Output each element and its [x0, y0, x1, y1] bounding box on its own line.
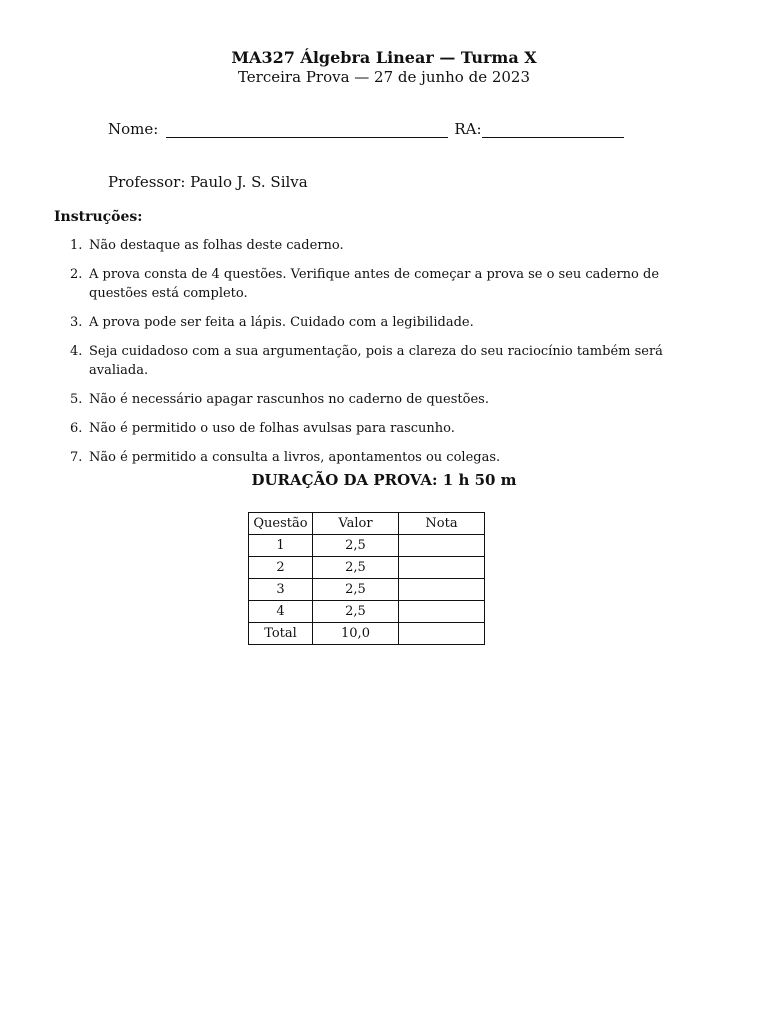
grade-table-header-row — [249, 513, 485, 535]
instruction-item — [0, 313, 768, 332]
instruction-text: Não é necessário apagar rascunhos no caderno de questões. — [89, 392, 489, 407]
instruction-text: A prova pode ser feita a lápis. Cuidado com a legibilidade. — [89, 315, 474, 330]
instruction-item — [0, 236, 768, 255]
instruction-text: Não é permitido a consulta a livros, apontamentos ou colegas. — [89, 450, 501, 465]
instructions-list — [0, 236, 768, 477]
grade-cell[interactable] — [399, 579, 485, 601]
table-row — [249, 535, 485, 557]
exam-duration: DURAÇÃO DA PROVA: 1 h 50 m — [251, 471, 517, 489]
grade-cell[interactable] — [399, 535, 485, 557]
question-cell: 2 — [249, 557, 313, 579]
instruction-number: 6. — [70, 421, 83, 436]
value-cell: 10,0 — [313, 623, 399, 645]
instruction-text: Não destaque as folhas deste caderno. — [89, 238, 344, 253]
instruction-number: 5. — [70, 392, 83, 407]
instruction-text: A prova consta de 4 questões. Verifique antes de começar a prova se o seu caderno de questões está completo. — [89, 267, 660, 301]
question-cell: Total — [249, 623, 313, 645]
instructions-heading: Instruções: — [54, 209, 143, 225]
instruction-item — [0, 265, 768, 303]
identification-line — [108, 118, 624, 138]
question-cell: 1 — [249, 535, 313, 557]
name-label: Nome: — [108, 120, 159, 138]
question-cell: 3 — [249, 579, 313, 601]
grade-cell[interactable] — [399, 623, 485, 645]
instruction-item — [0, 448, 768, 467]
exam-subtitle: Terceira Prova — 27 de junho de 2023 — [237, 68, 531, 86]
instruction-item — [0, 342, 768, 380]
grade-table — [248, 512, 485, 645]
instruction-number: 7. — [70, 450, 83, 465]
table-row-total — [249, 623, 485, 645]
value-cell: 2,5 — [313, 557, 399, 579]
professor-line: Professor: Paulo J. S. Silva — [108, 173, 308, 191]
grade-cell[interactable] — [399, 601, 485, 623]
ra-blank-field[interactable] — [482, 121, 624, 138]
header-valor: Valor — [313, 513, 399, 535]
course-title: MA327 Álgebra Linear — Turma X — [231, 48, 537, 67]
instruction-number: 4. — [70, 344, 83, 359]
instruction-number: 2. — [70, 267, 83, 282]
name-blank-field[interactable] — [166, 121, 448, 138]
value-cell: 2,5 — [313, 601, 399, 623]
instruction-text: Não é permitido o uso de folhas avulsas para rascunho. — [89, 421, 455, 436]
table-row — [249, 601, 485, 623]
instruction-number: 1. — [70, 238, 83, 253]
value-cell: 2,5 — [313, 535, 399, 557]
instruction-item — [0, 419, 768, 438]
title-block — [0, 48, 768, 87]
ra-label: RA: — [454, 120, 482, 138]
value-cell: 2,5 — [313, 579, 399, 601]
question-cell: 4 — [249, 601, 313, 623]
header-nota: Nota — [399, 513, 485, 535]
table-row — [249, 579, 485, 601]
table-row — [249, 557, 485, 579]
instruction-number: 3. — [70, 315, 83, 330]
instruction-item — [0, 390, 768, 409]
instruction-text: Seja cuidadoso com a sua argumentação, pois a clareza do seu raciocínio também será avaliada. — [89, 344, 663, 378]
header-questao: Questão — [249, 513, 313, 535]
grade-cell[interactable] — [399, 557, 485, 579]
